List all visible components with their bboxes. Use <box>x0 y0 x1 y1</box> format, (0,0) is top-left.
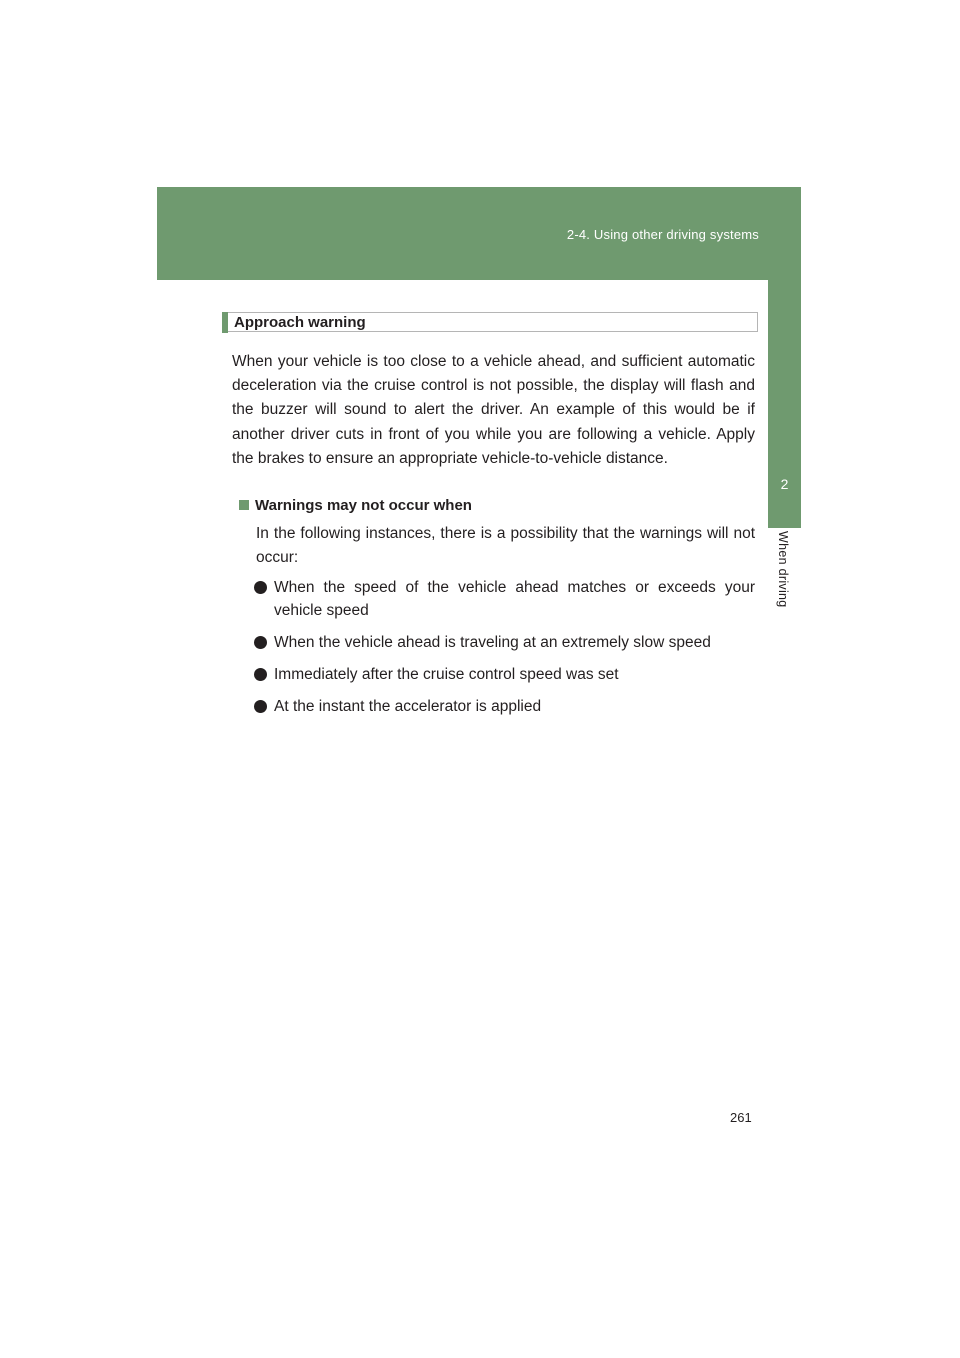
chapter-number: 2 <box>780 476 789 492</box>
section-heading-box <box>222 312 758 332</box>
subsection-heading-text: Warnings may not occur when <box>255 497 472 514</box>
list-item <box>254 631 755 654</box>
list-item-text: Immediately after the cruise control speed was set <box>274 666 619 683</box>
subsection-intro: In the following instances, there is a possibility that the warnings will not occur: <box>256 525 755 566</box>
subsection-heading <box>239 497 472 514</box>
running-header-title: 2-4. Using other driving systems <box>566 227 759 242</box>
bullet-dot-icon <box>254 636 267 649</box>
list-item-text: When the speed of the vehicle ahead matches or exceeds your vehicle speed <box>274 579 755 619</box>
list-item <box>254 695 755 718</box>
chapter-label: When driving <box>776 531 790 608</box>
header-band <box>157 187 801 280</box>
bullet-dot-icon <box>254 668 267 681</box>
chapter-tab <box>768 280 801 528</box>
list-item-text: At the instant the accelerator is applied <box>274 698 542 715</box>
list-item-text: When the vehicle ahead is traveling at an extremely slow speed <box>274 634 711 651</box>
list-item <box>254 663 755 686</box>
bullet-list <box>254 576 755 727</box>
bullet-dot-icon <box>254 581 267 594</box>
square-bullet-icon <box>239 500 249 510</box>
section-paragraph: When your vehicle is too close to a vehicle ahead, and sufficient automatic deceleration via the cruise control is not possible, the display will flash and the buzzer will sound to alert the driver. An example of this would be if another driver cuts in front of you while you are following a vehicle. Apply the brakes to ensure an appropriate vehicle-to-vehicle distance. <box>232 353 755 467</box>
section-heading: Approach warning <box>234 314 366 331</box>
list-item <box>254 576 755 622</box>
page-number: 261 <box>730 1110 752 1125</box>
bullet-dot-icon <box>254 700 267 713</box>
heading-accent-bar <box>222 312 228 333</box>
